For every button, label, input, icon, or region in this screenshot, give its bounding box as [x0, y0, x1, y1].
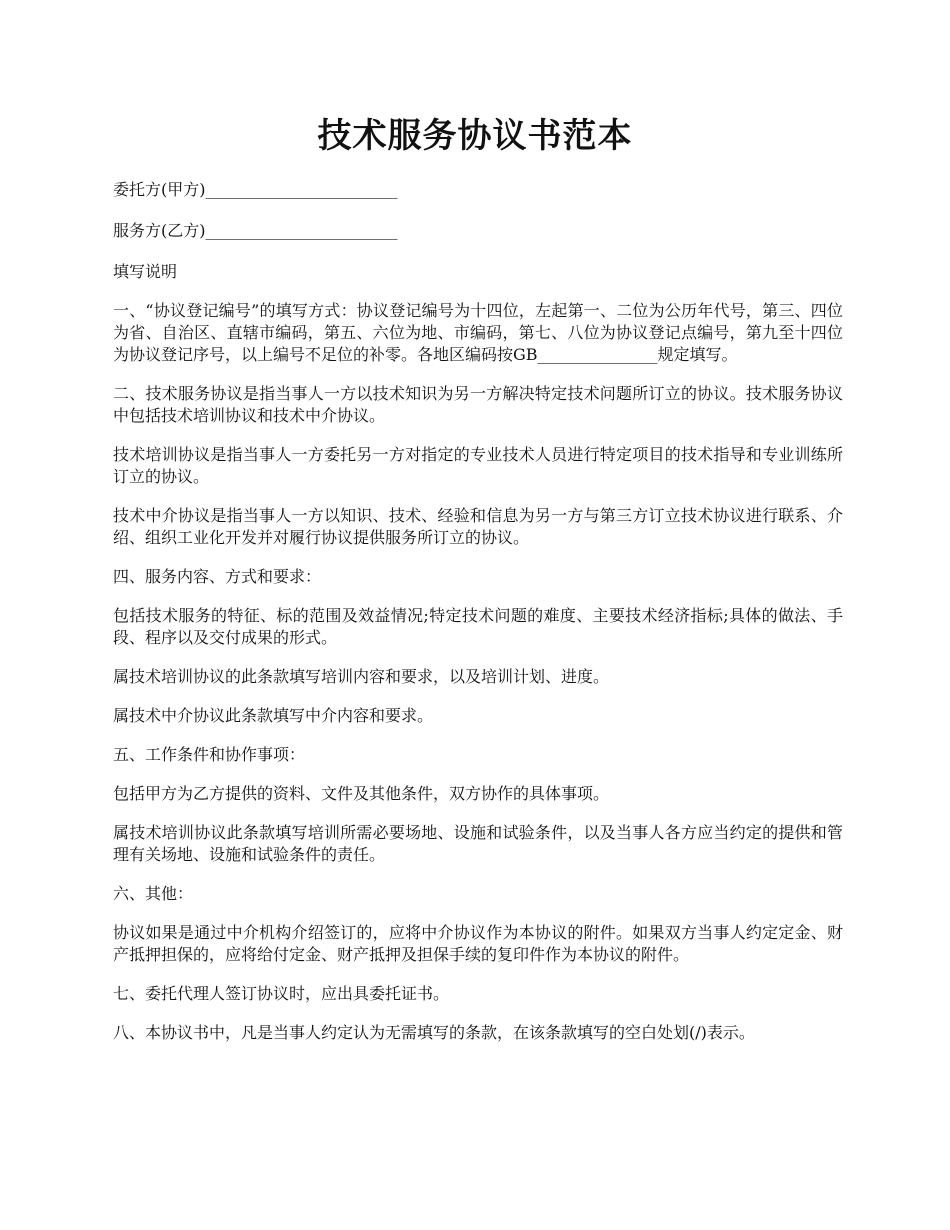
paragraph-service-content: 包括技术服务的特征、标的范围及效益情况;特定技术问题的难度、主要技术经济指标;具体的做法、手段、程序以及交付成果的形式。 — [113, 606, 843, 647]
section-heading-other: 六、其他： — [113, 884, 194, 903]
paragraph-intermediary-content: 属技术中介协议此条款填写中介内容和要求。 — [113, 706, 434, 725]
instructions-heading: 填写说明 — [113, 262, 178, 281]
document-title: 技术服务协议书范本 — [317, 116, 633, 156]
paragraph-service-definition: 二、技术服务协议是指当事人一方以技术知识为另一方解决特定技术问题所订立的协议。技术服务协议中包括技术培训协议和技术中介协议。 — [113, 384, 843, 425]
section-heading-work-conditions: 五、工作条件和协作事项： — [113, 745, 306, 764]
paragraph-intermediary-definition: 技术中介协议是指当事人一方以知识、技术、经验和信息为另一方与第三方订立技术协议进行联系、介绍、组织工业化开发并对履行协议提供服务所订立的协议。 — [113, 506, 843, 547]
paragraph-training-definition: 技术培训协议是指当事人一方委托另一方对指定的专业技术人员进行特定项目的技术指导和专业训练所订立的协议。 — [113, 445, 843, 486]
paragraph-agent-signing: 七、委托代理人签订协议时，应出具委托证书。 — [113, 984, 450, 1003]
paragraph-training-conditions: 属技术培训协议此条款填写培训所需必要场地、设施和试验条件，以及当事人各方应当约定的提供和管理有关场地、设施和试验条件的责任。 — [113, 823, 843, 864]
paragraph-attachments: 协议如果是通过中介机构介绍签订的，应将中介协议作为本协议的附件。如果双方当事人约定定金、财产抵押担保的，应将给付定金、财产抵押及担保手续的复印件作为本协议的附件。 — [113, 923, 843, 964]
paragraph-blank-clauses: 八、本协议书中，凡是当事人约定认为无需填写的条款，在该条款填写的空白处划(/)表示。 — [113, 1023, 755, 1042]
paragraph-training-content: 属技术培训协议的此条款填写培训内容和要求，以及培训计划、进度。 — [113, 667, 610, 686]
paragraph-registration-number: 一、“协议登记编号”的填写方式：协议登记编号为十四位，左起第一、二位为公历年代号，第三、四位为省、自治区、直辖市编码，第五、六位为地、市编码，第七、八位为协议登记点编号，第九至十四位为协议登记序号，以上编号不足位的补零。各地区编码按GB_______________规定填写。 — [113, 301, 843, 364]
client-party-field: 委托方(甲方)________________________ — [113, 180, 398, 199]
service-party-field: 服务方(乙方)________________________ — [113, 221, 398, 240]
section-heading-service-content: 四、服务内容、方式和要求： — [113, 567, 322, 586]
paragraph-work-conditions: 包括甲方为乙方提供的资料、文件及其他条件，双方协作的具体事项。 — [113, 784, 610, 803]
document-body — [113, 179, 843, 1061]
